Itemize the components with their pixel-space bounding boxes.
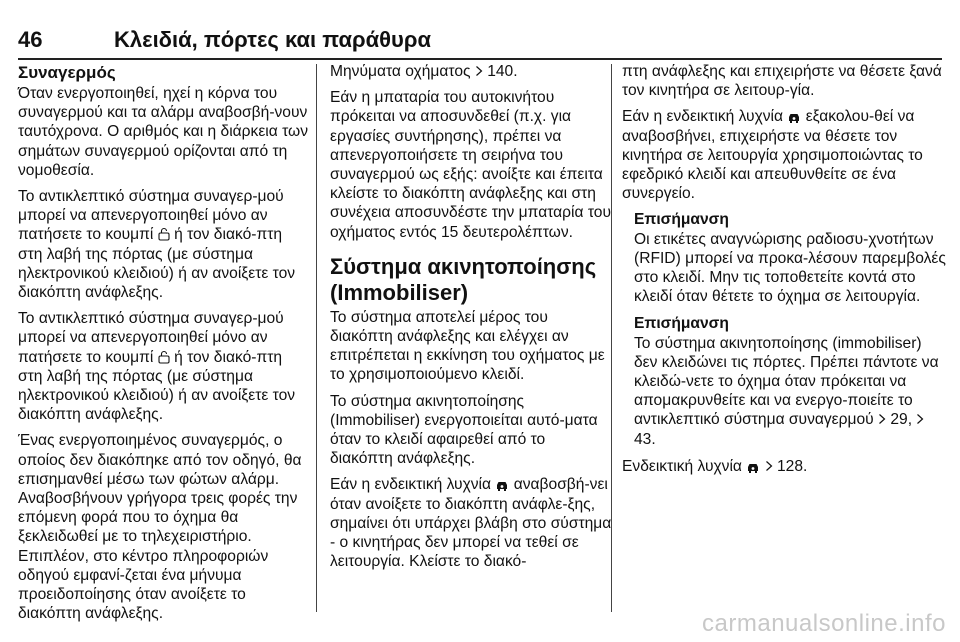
- header-rule: [18, 58, 942, 60]
- paragraph-text: Το αντικλεπτικό σύστημα συναγερ-μού μπορεί να απενεργοποιηθεί μόνο αν πατήσετε το κουμπί: [18, 310, 284, 366]
- paragraph: Το σύστημα ακινητοποίησης (Immobiliser) ενεργοποιείται αυτό-ματα όταν το κλειδί αφαιρεθεί από το διακόπτη ανάφλεξης.: [330, 392, 598, 468]
- paragraph: [330, 62, 612, 81]
- paragraph-text: Εάν η ενδεικτική λυχνία: [330, 476, 492, 494]
- page-reference[interactable]: 128.: [776, 457, 808, 475]
- note-immobiliser: [622, 314, 948, 448]
- paragraph-text: εξακολου-θεί να αναβοσβήνει, επιχειρήστε να θέσετε τον κινητήρα σε λειτουργία χρησιμοποιώντας το εφεδρικό κλειδί και απευθυνθείτε σε ένα συνεργείο.: [622, 108, 923, 203]
- watermark: carmanualsonline.info: [702, 610, 946, 637]
- paragraph: [330, 475, 612, 571]
- page-number: 46: [18, 27, 43, 52]
- paragraph-text: Μηνύματα οχήματος: [330, 63, 471, 80]
- paragraph: [622, 457, 948, 476]
- page-reference[interactable]: 140.: [487, 63, 518, 80]
- paragraph: [622, 107, 948, 203]
- page-reference[interactable]: 43.: [634, 430, 656, 448]
- section-heading-alarm: Συναγερμός: [18, 63, 116, 82]
- paragraph: Εάν η μπαταρία του αυτοκινήτου πρόκειται να αποσυνδεθεί (π.χ. για εργασίες συντήρησης), πρέπει να απενεργοποιήσετε τη σειρήνα του συναγερμού ως εξής: ανοίξτε και έπειτα κλείστε το διακόπτη ανάφλεξης και στη συνέχεια αποσυνδέστε την μπαταρία του οχήματος εντός 15 δευτερολέπτων.: [330, 89, 611, 241]
- paragraph: [18, 309, 308, 424]
- page-reference[interactable]: 29,: [890, 411, 913, 429]
- paragraph-text: ή τον διακό-πτη στη λαβή της πόρτας (με σύστημα ηλεκτρονικού κλειδιού) ή αν ανοίξετε τον διακόπτη ανάφλεξης.: [18, 226, 296, 302]
- page-reference-icon: [916, 413, 924, 425]
- paragraph: [18, 187, 308, 302]
- paragraph-text: Ενδεικτική λυχνία: [622, 457, 742, 475]
- note-text: Το σύστημα ακινητοποίησης (immobiliser) δεν κλειδώνει τις πόρτες. Πρέπει πάντοτε να κλειδώ-νετε το όχημα όταν πρόκειται να απομακρυνθείτε και να ενεργο-ποιείτε το αντικλεπτικό σύστημα συναγερμού: [634, 334, 939, 429]
- immobiliser-warning-light-icon: [495, 480, 509, 492]
- page-reference-icon: [878, 413, 886, 425]
- page-title: Κλειδιά, πόρτες και παράθυρα: [114, 27, 431, 52]
- paragraph-text: Το αντικλεπτικό σύστημα συναγερ-μού μπορεί να απενεργοποιηθεί μόνο αν πατήσετε το κουμπί: [18, 188, 284, 244]
- paragraph: Το σύστημα αποτελεί μέρος του διακόπτη ανάφλεξης και ελέγχει αν επιτρέπεται η εκκίνηση του οχήματος με το χρησιμοποιούμενο κλειδί.: [330, 308, 605, 384]
- paragraph: Ένας ενεργοποιημένος συναγερμός, ο οποίος δεν διακόπηκε από τον οδηγό, θα επισημανθεί μέσω των φώτων αλάρμ. Αναβοσβήνουν γρήγορα τρεις φορές την επόμενη φορά που το όχημα θα ξεκλειδωθεί με το τηλεχειριστήριο. Επιπλέον, στο κέντρο πληροφοριών οδηγού εμφανί-ζεται ένα μήνυμα προειδοποίησης όταν ανοίξετε το διακόπτη ανάφλεξης.: [18, 432, 302, 623]
- page-header: [18, 20, 942, 60]
- unlock-button-icon: [158, 350, 170, 364]
- column-divider-1: [316, 64, 317, 612]
- page-reference-icon: [475, 65, 483, 77]
- section-heading-immobiliser: Σύστημα ακινητοποίησης (Immobiliser): [330, 253, 597, 305]
- paragraph-text: ή τον διακό-πτη στη λαβή της πόρτας (με σύστημα ηλεκτρονικού κλειδιού) ή αν ανοίξετε τον διακόπτη ανάφλεξης.: [18, 348, 296, 424]
- paragraph-text: Εάν η ενδεικτική λυχνία: [622, 108, 784, 126]
- paragraph-text: αναβοσβή-νει όταν ανοίξετε το διακόπτη ανάφλε-ξης, σημαίνει ότι υπάρχει βλάβη στο σύστημα - ο κινητήρας δεν μπορεί να τεθεί σε λειτουργία. Κλείστε το διακό-: [330, 476, 612, 571]
- column-1: [18, 62, 308, 630]
- note-rfid: [622, 210, 948, 306]
- paragraph: πτη ανάφλεξης και επιχειρήστε να θέσετε ξανά τον κινητήρα σε λειτουρ-γία.: [622, 63, 942, 100]
- immobiliser-warning-light-icon: [787, 112, 801, 124]
- note-text: Οι ετικέτες αναγνώρισης ραδιοσυ-χνοτήτων (RFID) μπορεί να προκα-λέσουν παρεμβολές στο κλειδί. Μην τις τοποθετείτε κοντά στο κλειδί όταν θέτετε το όχημα σε λειτουργία.: [634, 230, 946, 306]
- note-title: Επισήμανση: [634, 211, 729, 229]
- note-title: Επισήμανση: [634, 315, 729, 333]
- column-3: [622, 62, 948, 483]
- column-2: [330, 62, 612, 578]
- unlock-button-icon: [158, 227, 170, 241]
- page-reference-icon: [765, 460, 773, 472]
- immobiliser-warning-light-icon: [746, 462, 760, 474]
- paragraph: Όταν ενεργοποιηθεί, ηχεί η κόρνα του συναγερμού και τα αλάρμ αναβοσβή-νουν ταυτόχρονα. Ο αριθμός και η διάρκεια των σημάτων συναγερμού ορίζονται από τη νομοθεσία.: [18, 85, 309, 179]
